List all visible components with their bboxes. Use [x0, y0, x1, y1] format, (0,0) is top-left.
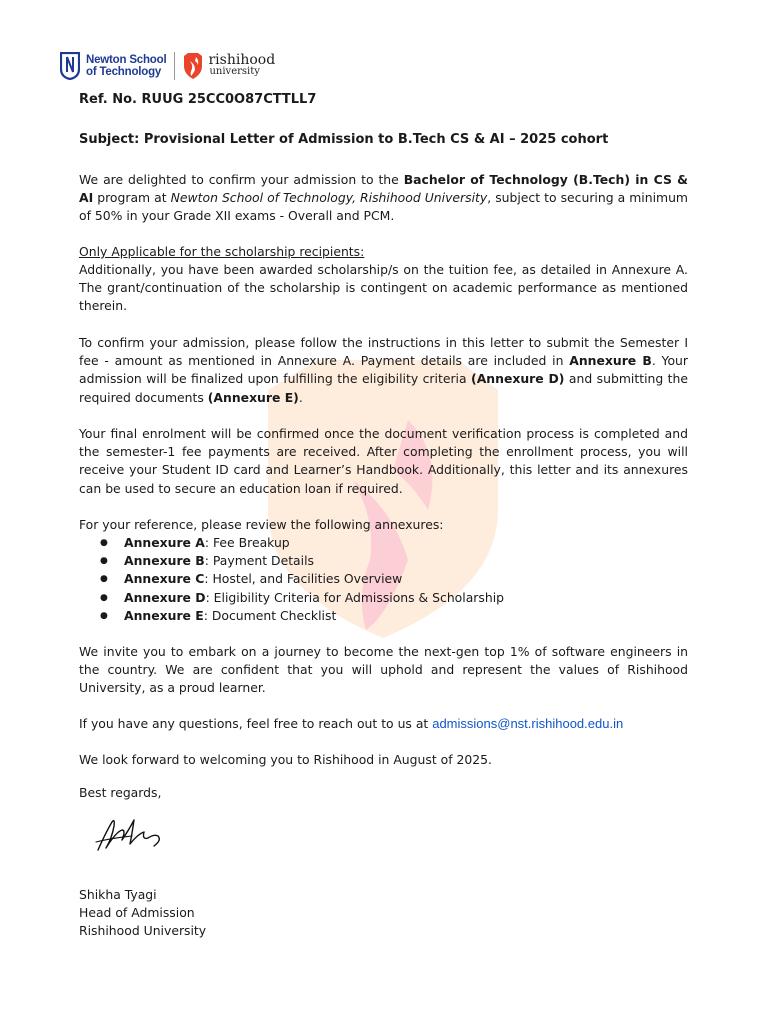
confirm-admission-paragraph: To confirm your admission, please follow the instructions in this letter to submit the Semester I fee - amount as mentioned in Annexure A. Payment details are included in Annexure B. Your admission will be finalized upon fulfilling the eligibility criteria (Annexure D) and submitting the required documents (Annexure E). — [79, 335, 689, 405]
list-item: ● Annexure C: Hostel, and Facilities Overview — [100, 570, 504, 588]
logo-divider — [174, 52, 175, 80]
enrolment-paragraph: Your final enrolment will be confirmed once the document verification process is completed and the semester-1 fee payments are received. After completing the enrollment process, you will receive your Student ID card and Learner’s Handbook. Additionally, this letter and its annexures can be used to secure an education loan if required. — [79, 426, 688, 496]
questions-line: If you have any questions, feel free to reach out to us at admissions@nst.rishihood.edu.in — [79, 716, 624, 731]
admissions-email-link[interactable]: admissions@nst.rishihood.edu.in — [432, 716, 624, 731]
newton-school-logo-text: Newton School of Technology — [86, 54, 167, 78]
rishihood-logo-text: rishihood university — [208, 52, 276, 77]
welcome-line: We look forward to welcoming you to Rishihood in August of 2025. — [79, 752, 492, 767]
newton-school-logo-icon — [60, 52, 80, 80]
header-logos — [60, 50, 275, 82]
reference-number: Ref. No. RUUG 25CC0O87CTTLL7 — [79, 92, 317, 107]
signature-image — [92, 812, 182, 862]
scholarship-paragraph: Additionally, you have been awarded scholarship/s on the tuition fee, as detailed in Annexure A. The grant/continuation of the scholarship is contingent on academic performance as mentioned therein. — [79, 262, 688, 314]
scholarship-heading: Only Applicable for the scholarship recipients: — [79, 244, 365, 259]
signatory-org: Rishihood University — [79, 923, 207, 939]
signatory-block — [79, 886, 688, 941]
letter-subject: Subject: Provisional Letter of Admission to B.Tech CS & AI – 2025 cohort — [79, 132, 609, 147]
signatory-title: Head of Admission — [79, 905, 195, 921]
invitation-paragraph: We invite you to embark on a journey to become the next-gen top 1% of software engineers in the country. We are confident that you will uphold and represent the values of Rishihood University, as a proud learner. — [79, 644, 688, 696]
list-item: ● Annexure A: Fee Breakup — [100, 534, 504, 552]
list-item: ● Annexure B: Payment Details — [100, 552, 504, 570]
list-item: ● Annexure D: Eligibility Criteria for Admissions & Scholarship — [100, 589, 504, 607]
annexures-intro: For your reference, please review the following annexures: — [79, 517, 444, 532]
signatory-name: Shikha Tyagi — [79, 887, 157, 902]
list-item: ● Annexure E: Document Checklist — [100, 607, 504, 625]
closing-line: Best regards, — [79, 785, 162, 800]
rishihood-logo-icon — [183, 53, 203, 79]
annexure-list — [100, 534, 504, 625]
admission-confirmation-paragraph: We are delighted to confirm your admission to the Bachelor of Technology (B.Tech) in CS & AI program at Newton School of Technology, Rishihood University, subject to securing a minimum of 50% in your Grade XII exams - Overall and PCM. — [79, 172, 688, 224]
